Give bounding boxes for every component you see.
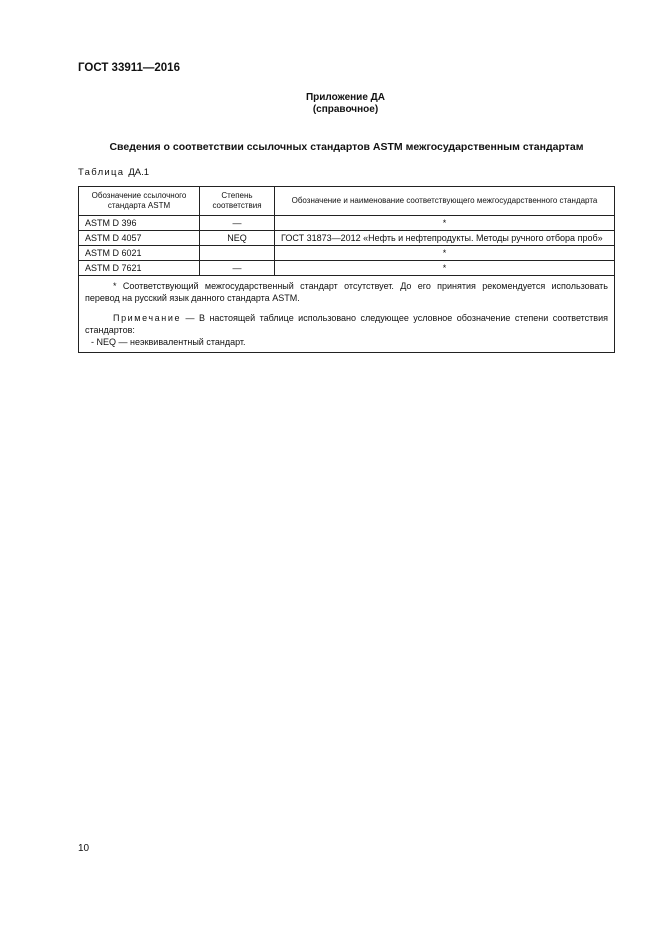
- appendix-title: Приложение ДА: [305, 92, 386, 103]
- header-national-standard: Обозначение и наименование соответствующего межгосударственного стандарта: [275, 187, 615, 216]
- cell-degree: [200, 246, 275, 261]
- appendix-heading: [0, 92, 661, 116]
- table-header-row: [79, 187, 615, 216]
- cell-degree: —: [200, 261, 275, 276]
- cell-degree: —: [200, 216, 275, 231]
- cell-national: *: [275, 261, 615, 276]
- cell-national: *: [275, 216, 615, 231]
- note-item: - NEQ — неэквивалентный стандарт.: [91, 337, 246, 347]
- cell-ref: ASTM D 6021: [79, 246, 200, 261]
- page-number: 10: [78, 843, 90, 854]
- cell-national: *: [275, 246, 615, 261]
- note: [85, 312, 608, 336]
- table-footer-row: [79, 276, 615, 353]
- table-caption-label: Таблица: [78, 167, 125, 178]
- note-label: Примечание: [113, 313, 182, 323]
- cell-ref: ASTM D 7621: [79, 261, 200, 276]
- header-ref-standard: Обозначение ссылочного стандарта ASTM: [79, 187, 200, 216]
- document-code: ГОСТ 33911—2016: [78, 62, 180, 74]
- footnote: * Соответствующий межгосударственный стандарт отсутствует. До его принятия рекомендуется использовать перевод на русский язык данного стандарта ASTM.: [85, 281, 608, 303]
- cell-ref: ASTM D 396: [79, 216, 200, 231]
- table-row: [79, 246, 615, 261]
- appendix-subtitle: (справочное): [312, 104, 379, 115]
- note-text: — В настоящей таблице использовано следующее условное обозначение степени соответствия стандартов:: [85, 313, 608, 335]
- section-title: Сведения о соответствии ссылочных стандартов ASTM межгосударственным стандартам: [109, 141, 584, 153]
- table-caption: [78, 167, 149, 178]
- table-footer: [79, 276, 615, 353]
- table-row: [79, 231, 615, 246]
- table-row: [79, 261, 615, 276]
- correspondence-table: [78, 186, 615, 353]
- table-caption-number: ДА.1: [128, 167, 150, 178]
- header-degree: Степень соответствия: [200, 187, 275, 216]
- table-row: [79, 216, 615, 231]
- cell-ref: ASTM D 4057: [79, 231, 200, 246]
- cell-national: ГОСТ 31873—2012 «Нефть и нефтепродукты. Методы ручного отбора проб»: [275, 231, 615, 246]
- cell-degree: NEQ: [200, 231, 275, 246]
